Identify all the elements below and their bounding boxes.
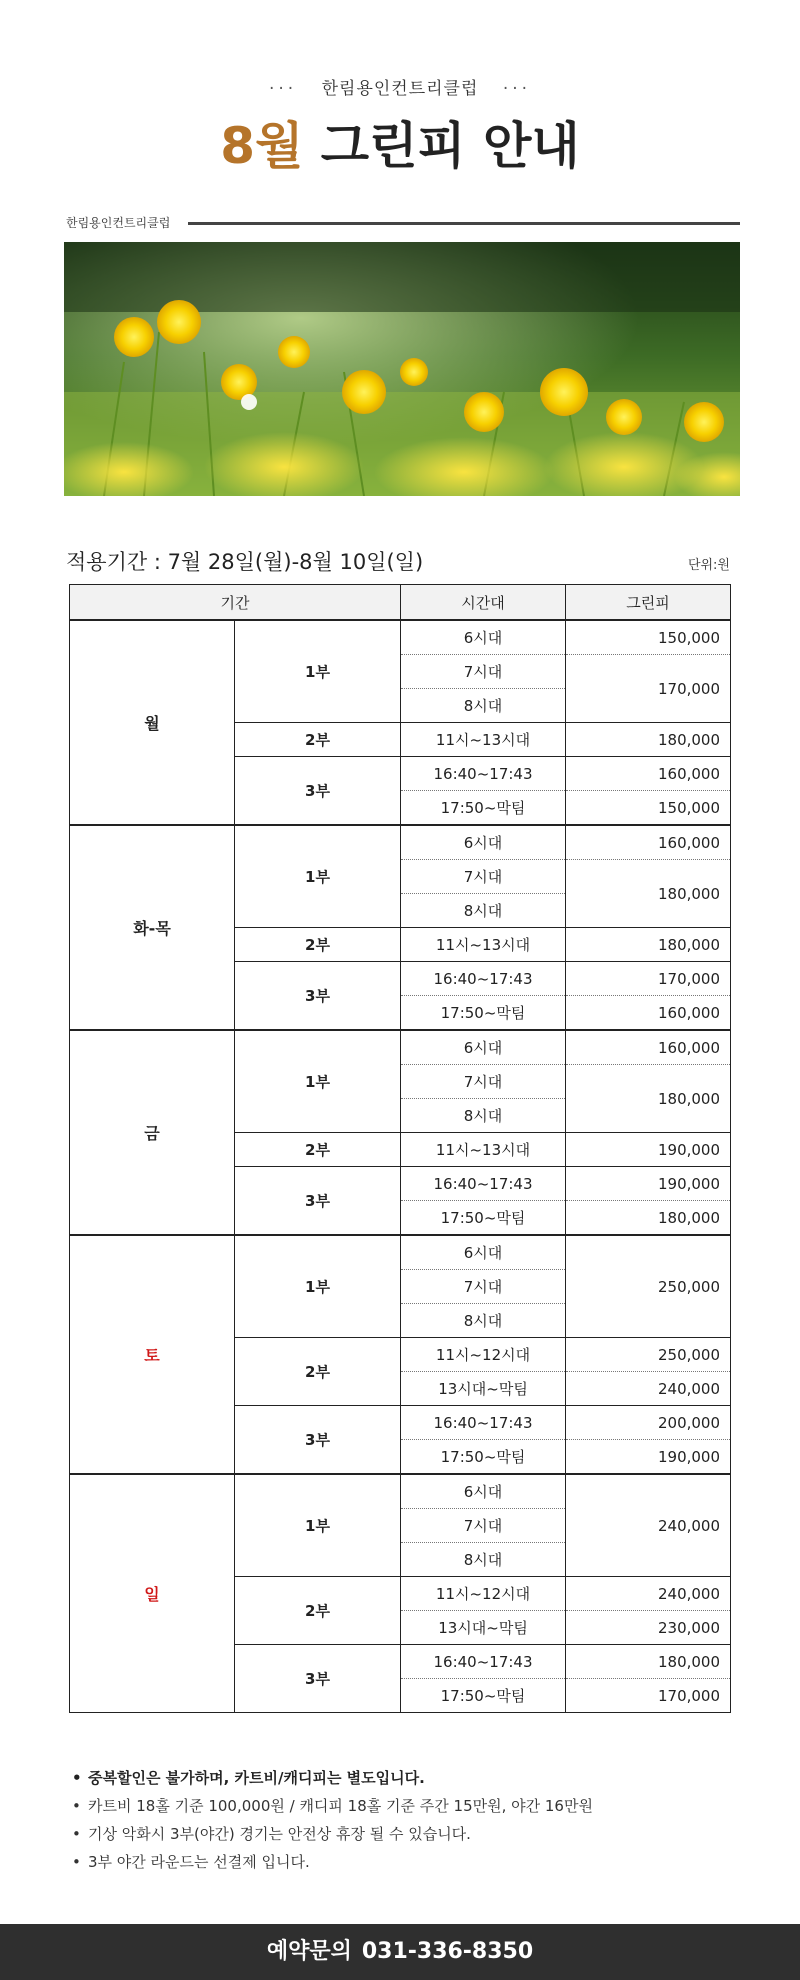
- time-cell: 11시~13시대: [401, 723, 566, 757]
- table-body: [70, 620, 731, 1713]
- part-cell: 2부: [235, 1577, 401, 1645]
- table-row: [70, 1474, 731, 1509]
- note-item: • 중복할인은 불가하며, 카트비/캐디피는 별도입니다.: [72, 1764, 593, 1792]
- part-cell: 1부: [235, 620, 401, 723]
- fee-cell: 180,000: [566, 1065, 731, 1133]
- dots-right: ···: [502, 79, 532, 99]
- time-cell: 17:50~막팀: [401, 791, 566, 826]
- hero-flower-image: [64, 242, 740, 496]
- day-cell: 화-목: [70, 825, 235, 1030]
- table-header-row: [70, 585, 731, 621]
- fee-cell: 180,000: [566, 723, 731, 757]
- part-cell: 3부: [235, 1167, 401, 1236]
- time-cell: 16:40~17:43: [401, 1406, 566, 1440]
- time-cell: 7시대: [401, 860, 566, 894]
- part-cell: 1부: [235, 1030, 401, 1133]
- time-cell: 16:40~17:43: [401, 757, 566, 791]
- fee-cell: 190,000: [566, 1167, 731, 1201]
- fee-cell: 160,000: [566, 757, 731, 791]
- note-item: • 기상 악화시 3부(야간) 경기는 안전상 휴장 될 수 있습니다.: [72, 1820, 593, 1848]
- fee-cell: 250,000: [566, 1338, 731, 1372]
- time-cell: 7시대: [401, 1509, 566, 1543]
- time-cell: 7시대: [401, 1065, 566, 1099]
- time-cell: 6시대: [401, 1030, 566, 1065]
- note-item: • 카트비 18홀 기준 100,000원 / 캐디피 18홀 기준 주간 15만원, 야간 16만원: [72, 1792, 593, 1820]
- time-cell: 11시~13시대: [401, 928, 566, 962]
- time-cell: 6시대: [401, 1474, 566, 1509]
- time-cell: 16:40~17:43: [401, 1167, 566, 1201]
- table-row: [70, 1235, 731, 1270]
- notes-list: [72, 1764, 593, 1876]
- fee-cell: 170,000: [566, 655, 731, 723]
- reservation-label: 예약문의: [266, 1939, 352, 1964]
- time-cell: 11시~13시대: [401, 1133, 566, 1167]
- greenfee-table: [69, 584, 731, 1713]
- flower-field-illustration: [64, 242, 740, 496]
- fee-cell: 180,000: [566, 1645, 731, 1679]
- club-subtitle: [0, 74, 800, 99]
- fee-cell: 180,000: [566, 928, 731, 962]
- time-cell: 8시대: [401, 894, 566, 928]
- part-cell: 2부: [235, 928, 401, 962]
- fee-cell: 160,000: [566, 1030, 731, 1065]
- time-cell: 6시대: [401, 1235, 566, 1270]
- time-cell: 17:50~막팀: [401, 1440, 566, 1475]
- part-cell: 1부: [235, 1474, 401, 1577]
- brand-label: 한림용인컨트리클럽: [66, 216, 171, 230]
- table-row: [70, 620, 731, 655]
- divider: [188, 222, 740, 225]
- fee-cell: 240,000: [566, 1577, 731, 1611]
- header-time: 시간대: [401, 585, 566, 621]
- day-cell: 월: [70, 620, 235, 825]
- fee-cell: 170,000: [566, 962, 731, 996]
- time-cell: 8시대: [401, 1543, 566, 1577]
- fee-cell: 240,000: [566, 1474, 731, 1577]
- time-cell: 8시대: [401, 689, 566, 723]
- fee-cell: 180,000: [566, 860, 731, 928]
- part-cell: 2부: [235, 723, 401, 757]
- day-cell: 일: [70, 1474, 235, 1713]
- time-cell: 6시대: [401, 825, 566, 860]
- time-cell: 13시대~막팀: [401, 1372, 566, 1406]
- club-name: 한림용인컨트리클럽: [321, 79, 479, 99]
- time-cell: 8시대: [401, 1304, 566, 1338]
- time-cell: 17:50~막팀: [401, 996, 566, 1031]
- time-cell: 7시대: [401, 655, 566, 689]
- day-cell: 금: [70, 1030, 235, 1235]
- part-cell: 1부: [235, 1235, 401, 1338]
- fee-cell: 160,000: [566, 825, 731, 860]
- reservation-phone[interactable]: 031-336-8350: [361, 1939, 534, 1964]
- time-cell: 17:50~막팀: [401, 1201, 566, 1236]
- header-period: 기간: [70, 585, 401, 621]
- fee-cell: 160,000: [566, 996, 731, 1031]
- time-cell: 6시대: [401, 620, 566, 655]
- fee-cell: 150,000: [566, 791, 731, 826]
- fee-cell: 250,000: [566, 1235, 731, 1338]
- table-row: [70, 1030, 731, 1065]
- part-cell: 3부: [235, 757, 401, 826]
- fee-cell: 150,000: [566, 620, 731, 655]
- header-fee: 그린피: [566, 585, 731, 621]
- time-cell: 8시대: [401, 1099, 566, 1133]
- title-text: 그린피 안내: [303, 117, 580, 175]
- part-cell: 1부: [235, 825, 401, 928]
- fee-cell: 200,000: [566, 1406, 731, 1440]
- part-cell: 3부: [235, 1406, 401, 1475]
- time-cell: 16:40~17:43: [401, 962, 566, 996]
- fee-cell: 190,000: [566, 1440, 731, 1475]
- brand-line: [66, 212, 740, 232]
- time-cell: 11시~12시대: [401, 1338, 566, 1372]
- time-cell: 13시대~막팀: [401, 1611, 566, 1645]
- note-item: • 3부 야간 라운드는 선결제 입니다.: [72, 1848, 593, 1876]
- fee-cell: 180,000: [566, 1201, 731, 1236]
- time-cell: 11시~12시대: [401, 1577, 566, 1611]
- time-cell: 16:40~17:43: [401, 1645, 566, 1679]
- title-month: 8월: [220, 117, 304, 175]
- unit-label: 단위:원: [687, 558, 730, 573]
- part-cell: 3부: [235, 1645, 401, 1713]
- dots-left: ···: [268, 79, 298, 99]
- page-header: [0, 0, 800, 200]
- fee-cell: 240,000: [566, 1372, 731, 1406]
- part-cell: 2부: [235, 1133, 401, 1167]
- apply-period: 적용기간 : 7월 28일(월)-8월 10일(일): [66, 550, 424, 574]
- table-row: [70, 825, 731, 860]
- time-cell: 7시대: [401, 1270, 566, 1304]
- part-cell: 3부: [235, 962, 401, 1031]
- day-cell: 토: [70, 1235, 235, 1474]
- time-cell: 17:50~막팀: [401, 1679, 566, 1713]
- page-title: [0, 106, 800, 178]
- part-cell: 2부: [235, 1338, 401, 1406]
- fee-cell: 170,000: [566, 1679, 731, 1713]
- reservation-footer: [0, 1924, 800, 1980]
- fee-cell: 230,000: [566, 1611, 731, 1645]
- fee-cell: 190,000: [566, 1133, 731, 1167]
